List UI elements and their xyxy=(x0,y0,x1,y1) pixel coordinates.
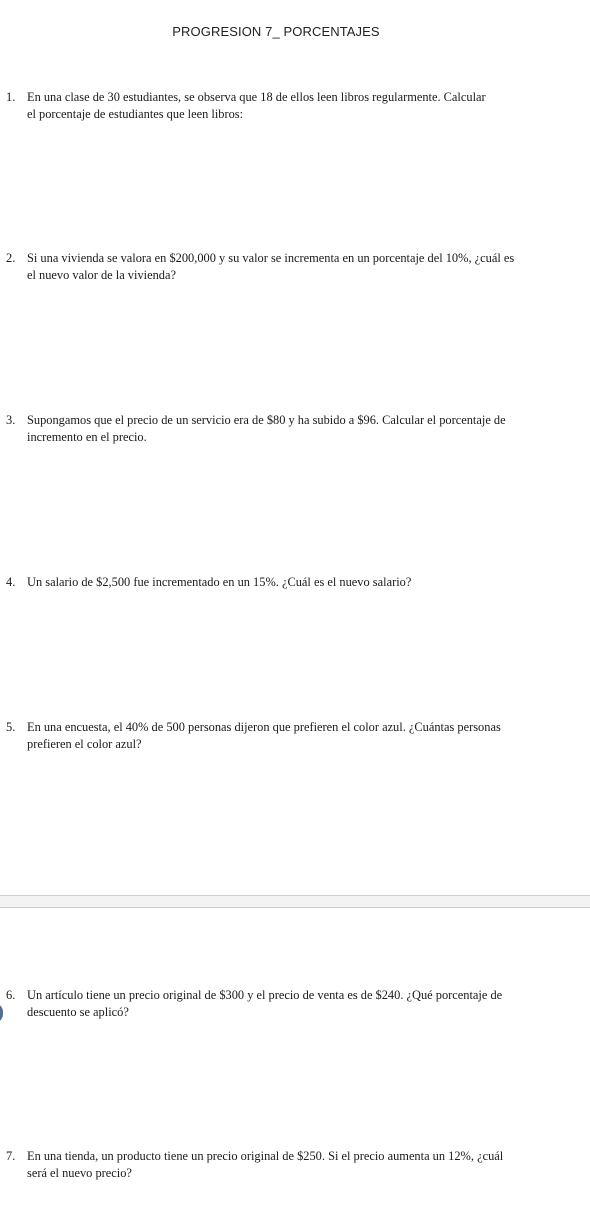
question-number: 3. xyxy=(6,413,16,427)
question-6 xyxy=(6,987,566,1021)
document-title: PROGRESION 7_ PORCENTAJES xyxy=(172,24,380,39)
question-number: 7. xyxy=(6,1149,16,1163)
question-text-line: Si una vivienda se valora en $200,000 y su valor se incrementa en un porcentaje del 10%, ¿cuál es xyxy=(27,251,515,265)
question-text-line: En una clase de 30 estudiantes, se observa que 18 de ellos leen libros regularmente. Calcular xyxy=(27,90,486,104)
question-text-line: prefieren el color azul? xyxy=(27,737,142,751)
question-text-line: será el nuevo precio? xyxy=(27,1166,132,1180)
question-text-line: descuento se aplicó? xyxy=(27,1005,129,1019)
question-number: 1. xyxy=(6,90,16,104)
question-text-line: Un salario de $2,500 fue incrementado en un 15%. ¿Cuál es el nuevo salario? xyxy=(27,575,412,589)
question-number: 2. xyxy=(6,251,16,265)
question-text-line: En una encuesta, el 40% de 500 personas dijeron que prefieren el color azul. ¿Cuántas personas xyxy=(27,720,501,734)
question-text-line: el porcentaje de estudiantes que leen libros: xyxy=(27,107,244,121)
question-2 xyxy=(6,250,566,284)
question-1 xyxy=(6,89,566,123)
page-separator xyxy=(0,895,590,908)
question-text-line: el nuevo valor de la vivienda? xyxy=(27,268,176,282)
question-number: 5. xyxy=(6,720,16,734)
document-page-2 xyxy=(0,908,590,1212)
side-marker-icon[interactable] xyxy=(0,1003,3,1023)
question-4 xyxy=(6,574,566,591)
question-5 xyxy=(6,719,566,753)
question-7 xyxy=(6,1148,566,1182)
question-text-line: Un artículo tiene un precio original de $300 y el precio de venta es de $240. ¿Qué porcentaje de xyxy=(27,988,503,1002)
question-text-line: incremento en el precio. xyxy=(27,430,147,444)
question-text-line: En una tienda, un producto tiene un precio original de $250. Si el precio aumenta un 12%, ¿cuál xyxy=(27,1149,504,1163)
question-number: 4. xyxy=(6,575,16,589)
question-3 xyxy=(6,412,566,446)
question-text-line: Supongamos que el precio de un servicio era de $80 y ha subido a $96. Calcular el porcentaje de xyxy=(27,413,506,427)
question-number: 6. xyxy=(6,988,16,1002)
